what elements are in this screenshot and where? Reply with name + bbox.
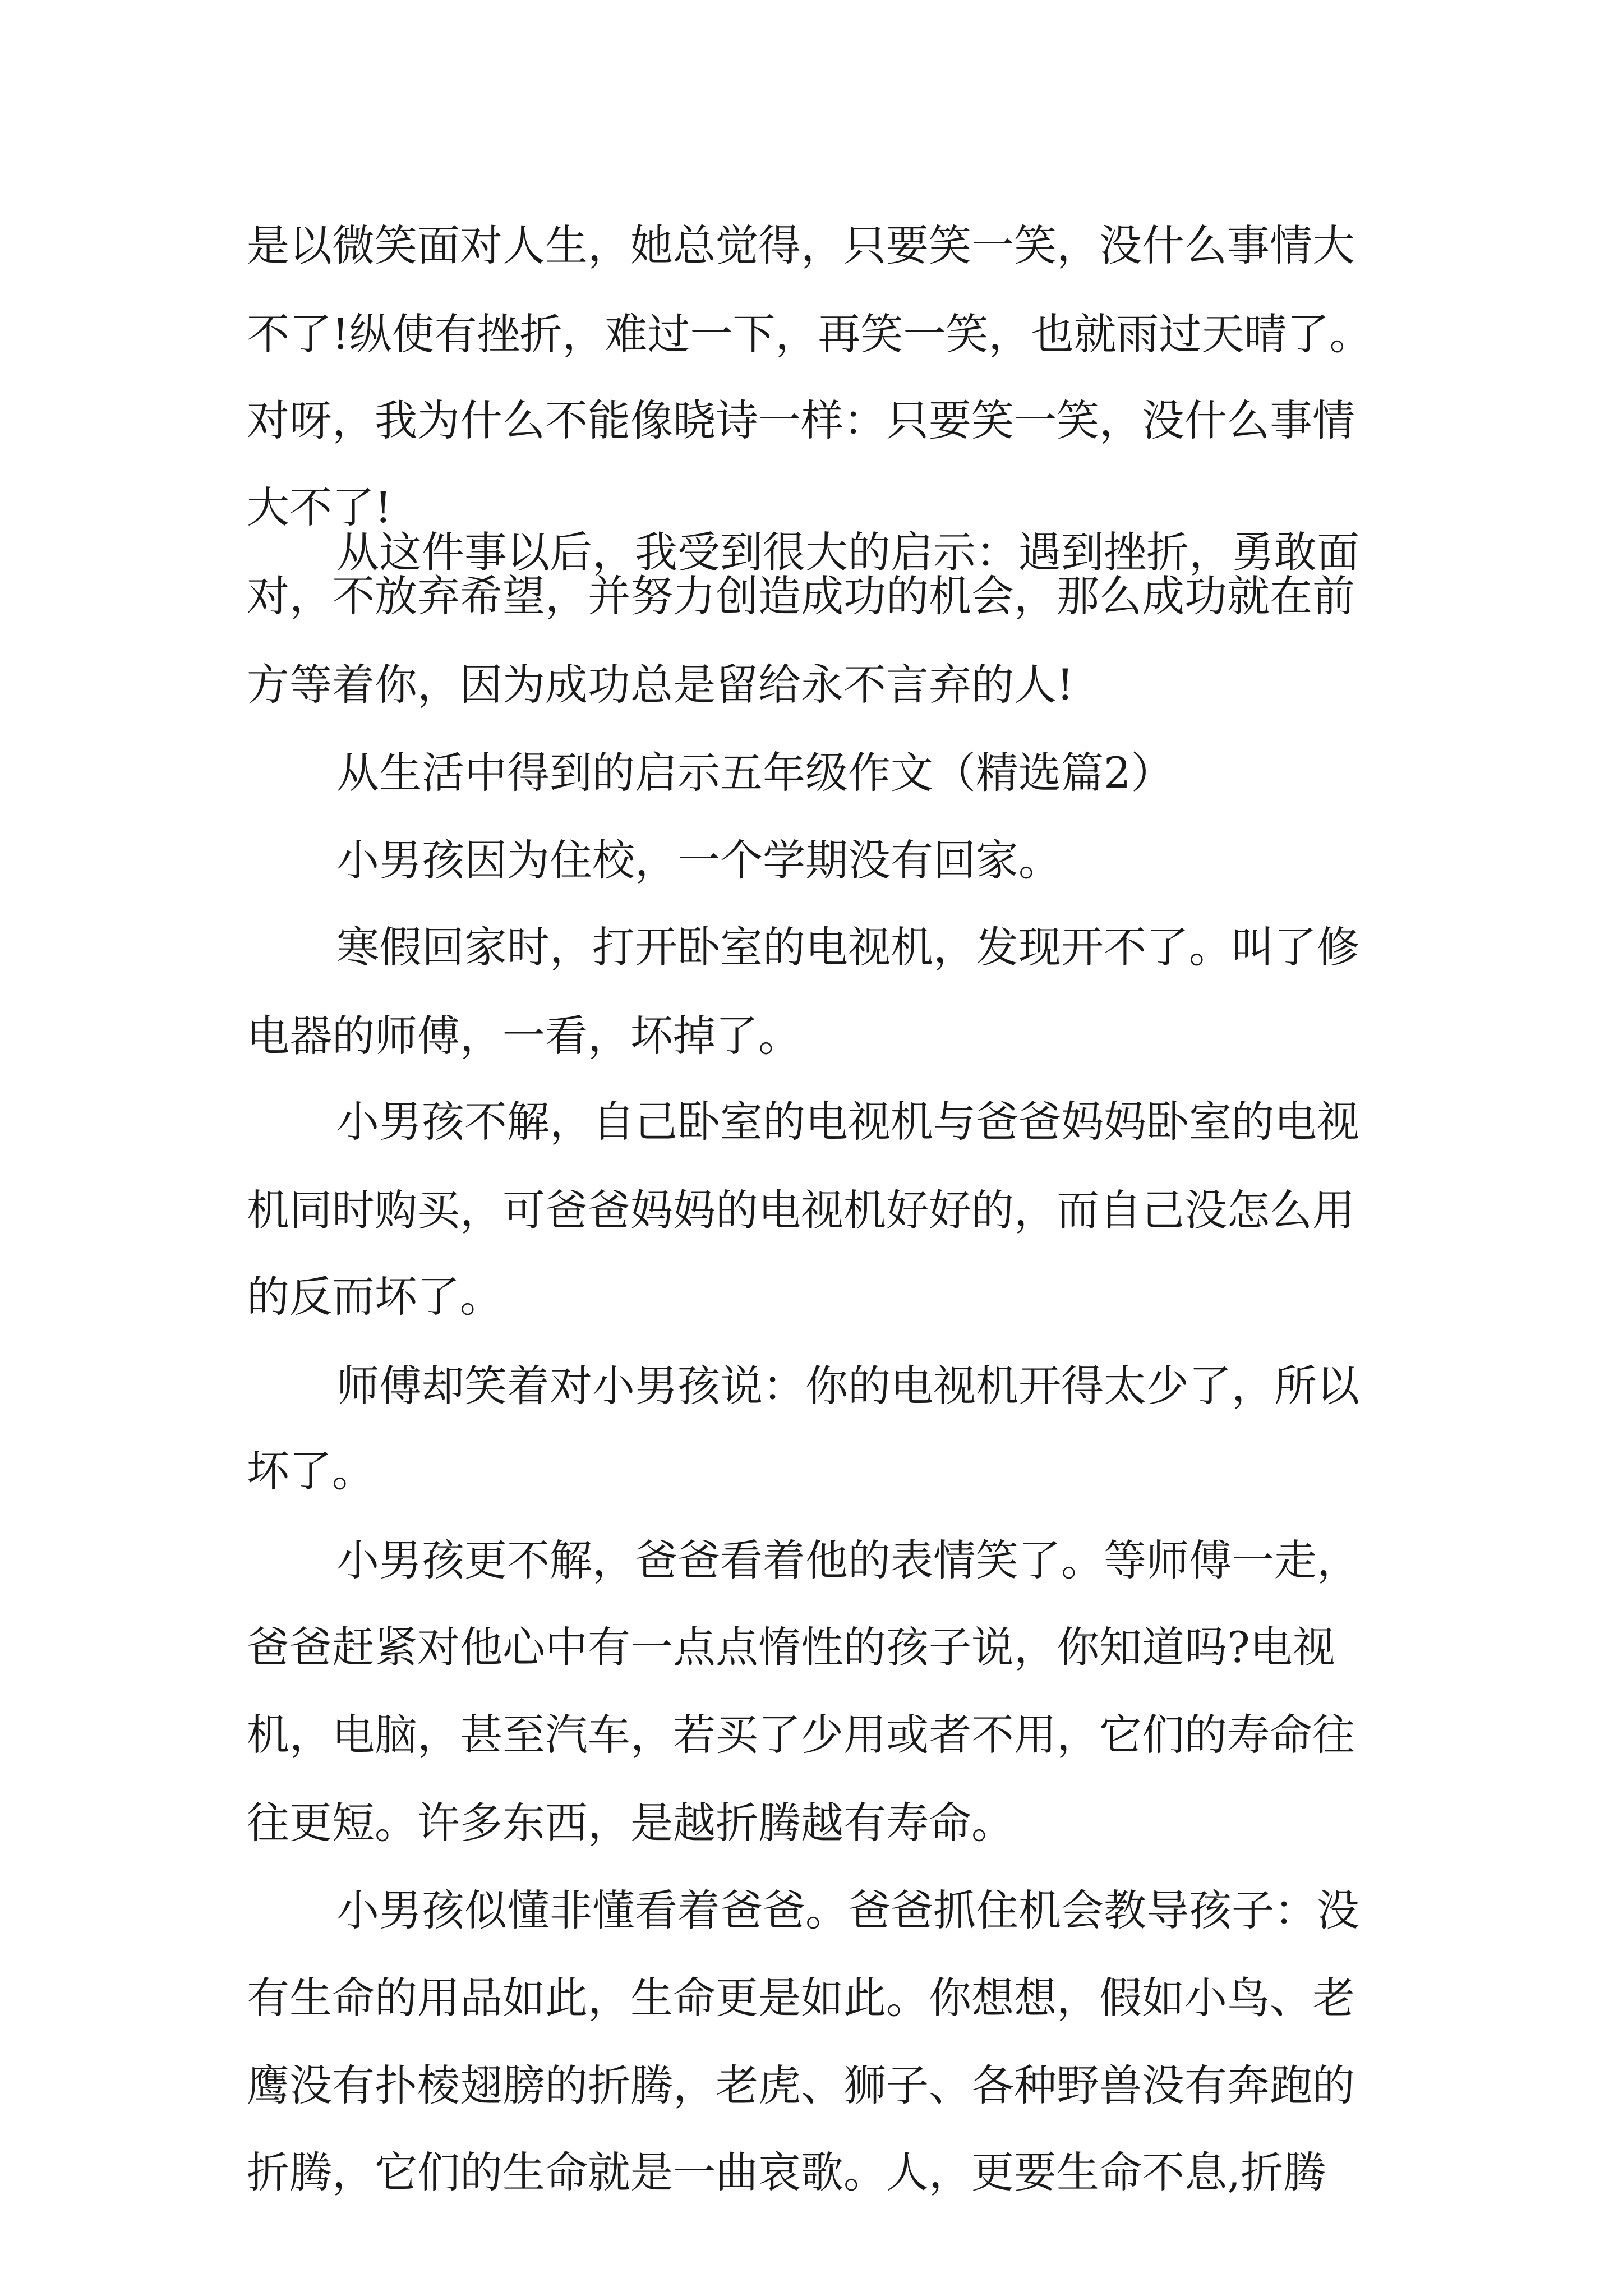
text-line: 鹰没有扑棱翅膀的折腾，老虎、狮子、各种野兽没有奔跑的 <box>247 2060 1355 2110</box>
text-line: 往更短。许多东西，是越折腾越有寿命。 <box>247 1798 1014 1848</box>
text-line: 机同时购买，可爸爸妈妈的电视机好好的，而自己没怎么用 <box>247 1185 1355 1235</box>
text-line: 机，电脑，甚至汽车，若买了少用或者不用，它们的寿命往 <box>247 1710 1355 1760</box>
text-line: 大不了! <box>247 482 392 532</box>
paragraph-first-line: 小男孩因为住校，一个学期没有回家。 <box>336 835 1061 885</box>
text-line: 方等着你，因为成功总是留给永不言弃的人! <box>247 660 1074 710</box>
text-line: 爸爸赶紧对他心中有一点点惰性的孩子说，你知道吗?电视 <box>247 1622 1335 1672</box>
text-line: 电器的师傅，一看，坏掉了。 <box>247 1011 801 1061</box>
text-line: 的反而坏了。 <box>247 1272 502 1322</box>
text-line: 不了!纵使有挫折，难过一下，再笑一笑，也就雨过天晴了。 <box>247 309 1372 359</box>
section-heading: 从生活中得到的启示五年级作文（精选篇2） <box>336 748 1174 798</box>
paragraph-first-line: 小男孩似懂非懂看着爸爸。爸爸抓住机会教导孩子：没 <box>336 1885 1359 1935</box>
paragraph-first-line: 小男孩更不解，爸爸看着他的表情笑了。等师傅一走， <box>336 1535 1359 1585</box>
paragraph-first-line: 小男孩不解，自己卧室的电视机与爸爸妈妈卧室的电视 <box>336 1097 1359 1147</box>
text-line: 对，不放弃希望，并努力创造成功的机会，那么成功就在前 <box>247 571 1355 621</box>
text-line: 有生命的用品如此，生命更是如此。你想想，假如小鸟、老 <box>247 1973 1355 2023</box>
paragraph-first-line: 寒假回家时，打开卧室的电视机，发现开不了。叫了修 <box>336 922 1359 972</box>
text-line: 折腾，它们的生命就是一曲哀歌。人，更要生命不息,折腾 <box>247 2147 1326 2197</box>
text-line: 坏了。 <box>247 1446 375 1496</box>
paragraph-first-line: 从这件事以后，我受到很大的启示：遇到挫折，勇敢面 <box>336 527 1359 577</box>
text-line: 是以微笑面对人生，她总觉得，只要笑一笑，没什么事情大 <box>247 220 1355 270</box>
text-line: 对呀，我为什么不能像晓诗一样：只要笑一笑，没什么事情 <box>247 395 1355 445</box>
paragraph-first-line: 师傅却笑着对小男孩说：你的电视机开得太少了，所以 <box>336 1361 1359 1411</box>
